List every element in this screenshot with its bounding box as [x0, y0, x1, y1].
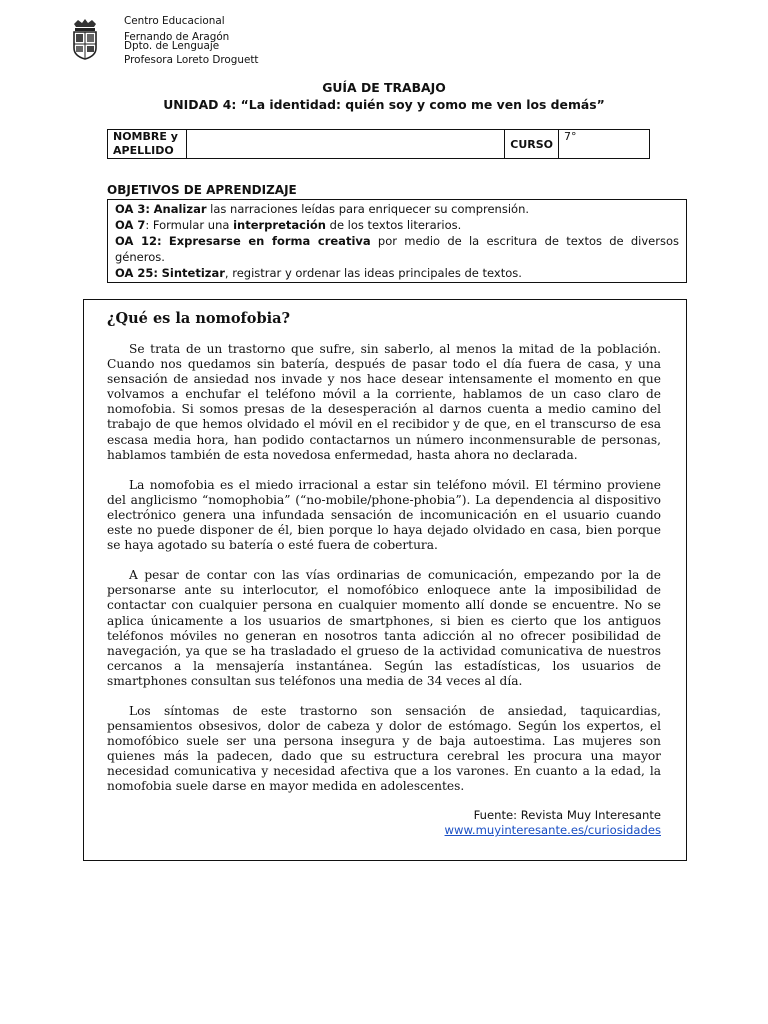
objectives-box: [107, 199, 687, 283]
article-source: [445, 808, 661, 838]
reading-text-box: [83, 299, 687, 861]
school-crest-logo: [70, 18, 100, 60]
unit-title: UNIDAD 4: “La identidad: quién soy y como me ven los demás”: [163, 97, 605, 112]
objective-item: [115, 265, 679, 281]
student-info-table: [107, 129, 650, 159]
article-title: ¿Qué es la nomofobia?: [107, 310, 291, 327]
objective-keyword: Sintetizar: [161, 266, 225, 280]
course-value[interactable]: 7°: [559, 130, 650, 159]
article-paragraph: La nomofobia es el miedo irracional a estar sin teléfono móvil. El término proviene del anglicismo “nomophobia” (“no-mobile/phone-phobia”). La dependencia al dispositivo electrónico genera una infundada sensación de incomunicación en el usuario cuando este no puede disponer de él, bien porque lo haya dejado olvidado en casa, bien porque se haya agotado su batería o esté fuera de cobertura.: [107, 477, 661, 553]
objective-text: [162, 234, 169, 248]
department: Dpto. de Lenguaje: [124, 40, 220, 53]
objective-item: [115, 217, 679, 233]
objective-keyword: Analizar: [153, 202, 207, 216]
objective-text: de los textos literarios.: [325, 218, 462, 232]
school-name: Centro Educacional: [124, 15, 225, 27]
name-field[interactable]: [187, 130, 505, 159]
source-link[interactable]: www.muyinteresante.es/curiosidades: [444, 823, 661, 837]
course-label: CURSO: [505, 130, 559, 159]
article-paragraph: A pesar de contar con las vías ordinarias de comunicación, empezando por la de personarse ante su interlocutor, el nomofóbico enloquece ante la imposibilidad de contactar con cualquier persona en cualquier momento allí donde se encuentre. No se aplica únicamente a los usuarios de smartphones, si bien es cierto que los antiguos teléfonos móviles no generan en nosotros tanta adicción al no ofrecer posibilidad de navegación, ya que se ha trasladado el grueso de la actividad comunicativa de nuestros cercanos a la mensajería instantánea. Según las estadísticas, los usuarios de smartphones consultan sus teléfonos una media de 34 veces al día.: [107, 568, 661, 688]
article-paragraph: Los síntomas de este trastorno son sensación de ansiedad, taquicardias, pensamientos obsesivos, dolor de cabeza y dolor de estómago. Según los expertos, el nomofóbico suele ser una persona insegura y de baja autoestima. Las mujeres son quienes más la padecen, dado que su estructura cerebral les procura una mayor necesidad comunicativa y necesidad afectiva que a los varones. En cuanto a la edad, la nomofobia suele darse en mayor medida en adolescentes.: [107, 703, 661, 794]
objective-keyword: Expresarse en forma creativa: [168, 234, 371, 248]
objective-code: OA 7: [115, 218, 146, 232]
objectives-heading: OBJETIVOS DE APRENDIZAJE: [107, 183, 297, 197]
school-name-2: Fernando de Aragón: [124, 30, 230, 43]
objective-text: las narraciones leídas para enriquecer su comprensión.: [206, 202, 530, 216]
objective-keyword: interpretación: [233, 218, 326, 232]
objective-text: : Formular una: [145, 218, 234, 232]
objective-item: [115, 201, 679, 217]
objective-code: OA 25:: [115, 266, 158, 280]
objective-code: OA 3:: [115, 202, 150, 216]
teacher-name: Profesora Loreto Droguett: [124, 53, 259, 66]
article-paragraph: Se trata de un trastorno que sufre, sin saberlo, al menos la mitad de la población. Cuando nos quedamos sin batería, después de pasar todo el día fuera de casa, y una sensación de ansiedad nos invade y nos hace desear intensamente el momento en que volvamos a enchufar el teléfono móvil a la corriente, hablamos de un caso claro de nomofobia. Si somos presas de la desesperación al darnos cuenta a medio camino del trabajo de que hemos olvidado el móvil en el recibidor y de que, en el transcurso de esa escasa media hora, han podido contactarnos un número inconmensurable de personas, hablamos también de esta novedosa enfermedad, hasta ahora no declarada.: [107, 342, 661, 462]
source-label: Fuente: Revista Muy Interesante: [473, 808, 661, 822]
name-label: NOMBRE y APELLIDO: [108, 130, 187, 159]
objective-item-continuation: géneros.: [115, 250, 165, 264]
article-body: [107, 342, 661, 810]
objective-item: [115, 233, 679, 249]
guide-title: GUÍA DE TRABAJO: [322, 80, 446, 95]
objective-text: , registrar y ordenar las ideas principales de textos.: [224, 266, 522, 280]
school-info: [124, 15, 259, 66]
objective-text: por medio de la escritura de textos de diversos: [370, 234, 680, 248]
objective-code: OA 12:: [115, 234, 162, 248]
